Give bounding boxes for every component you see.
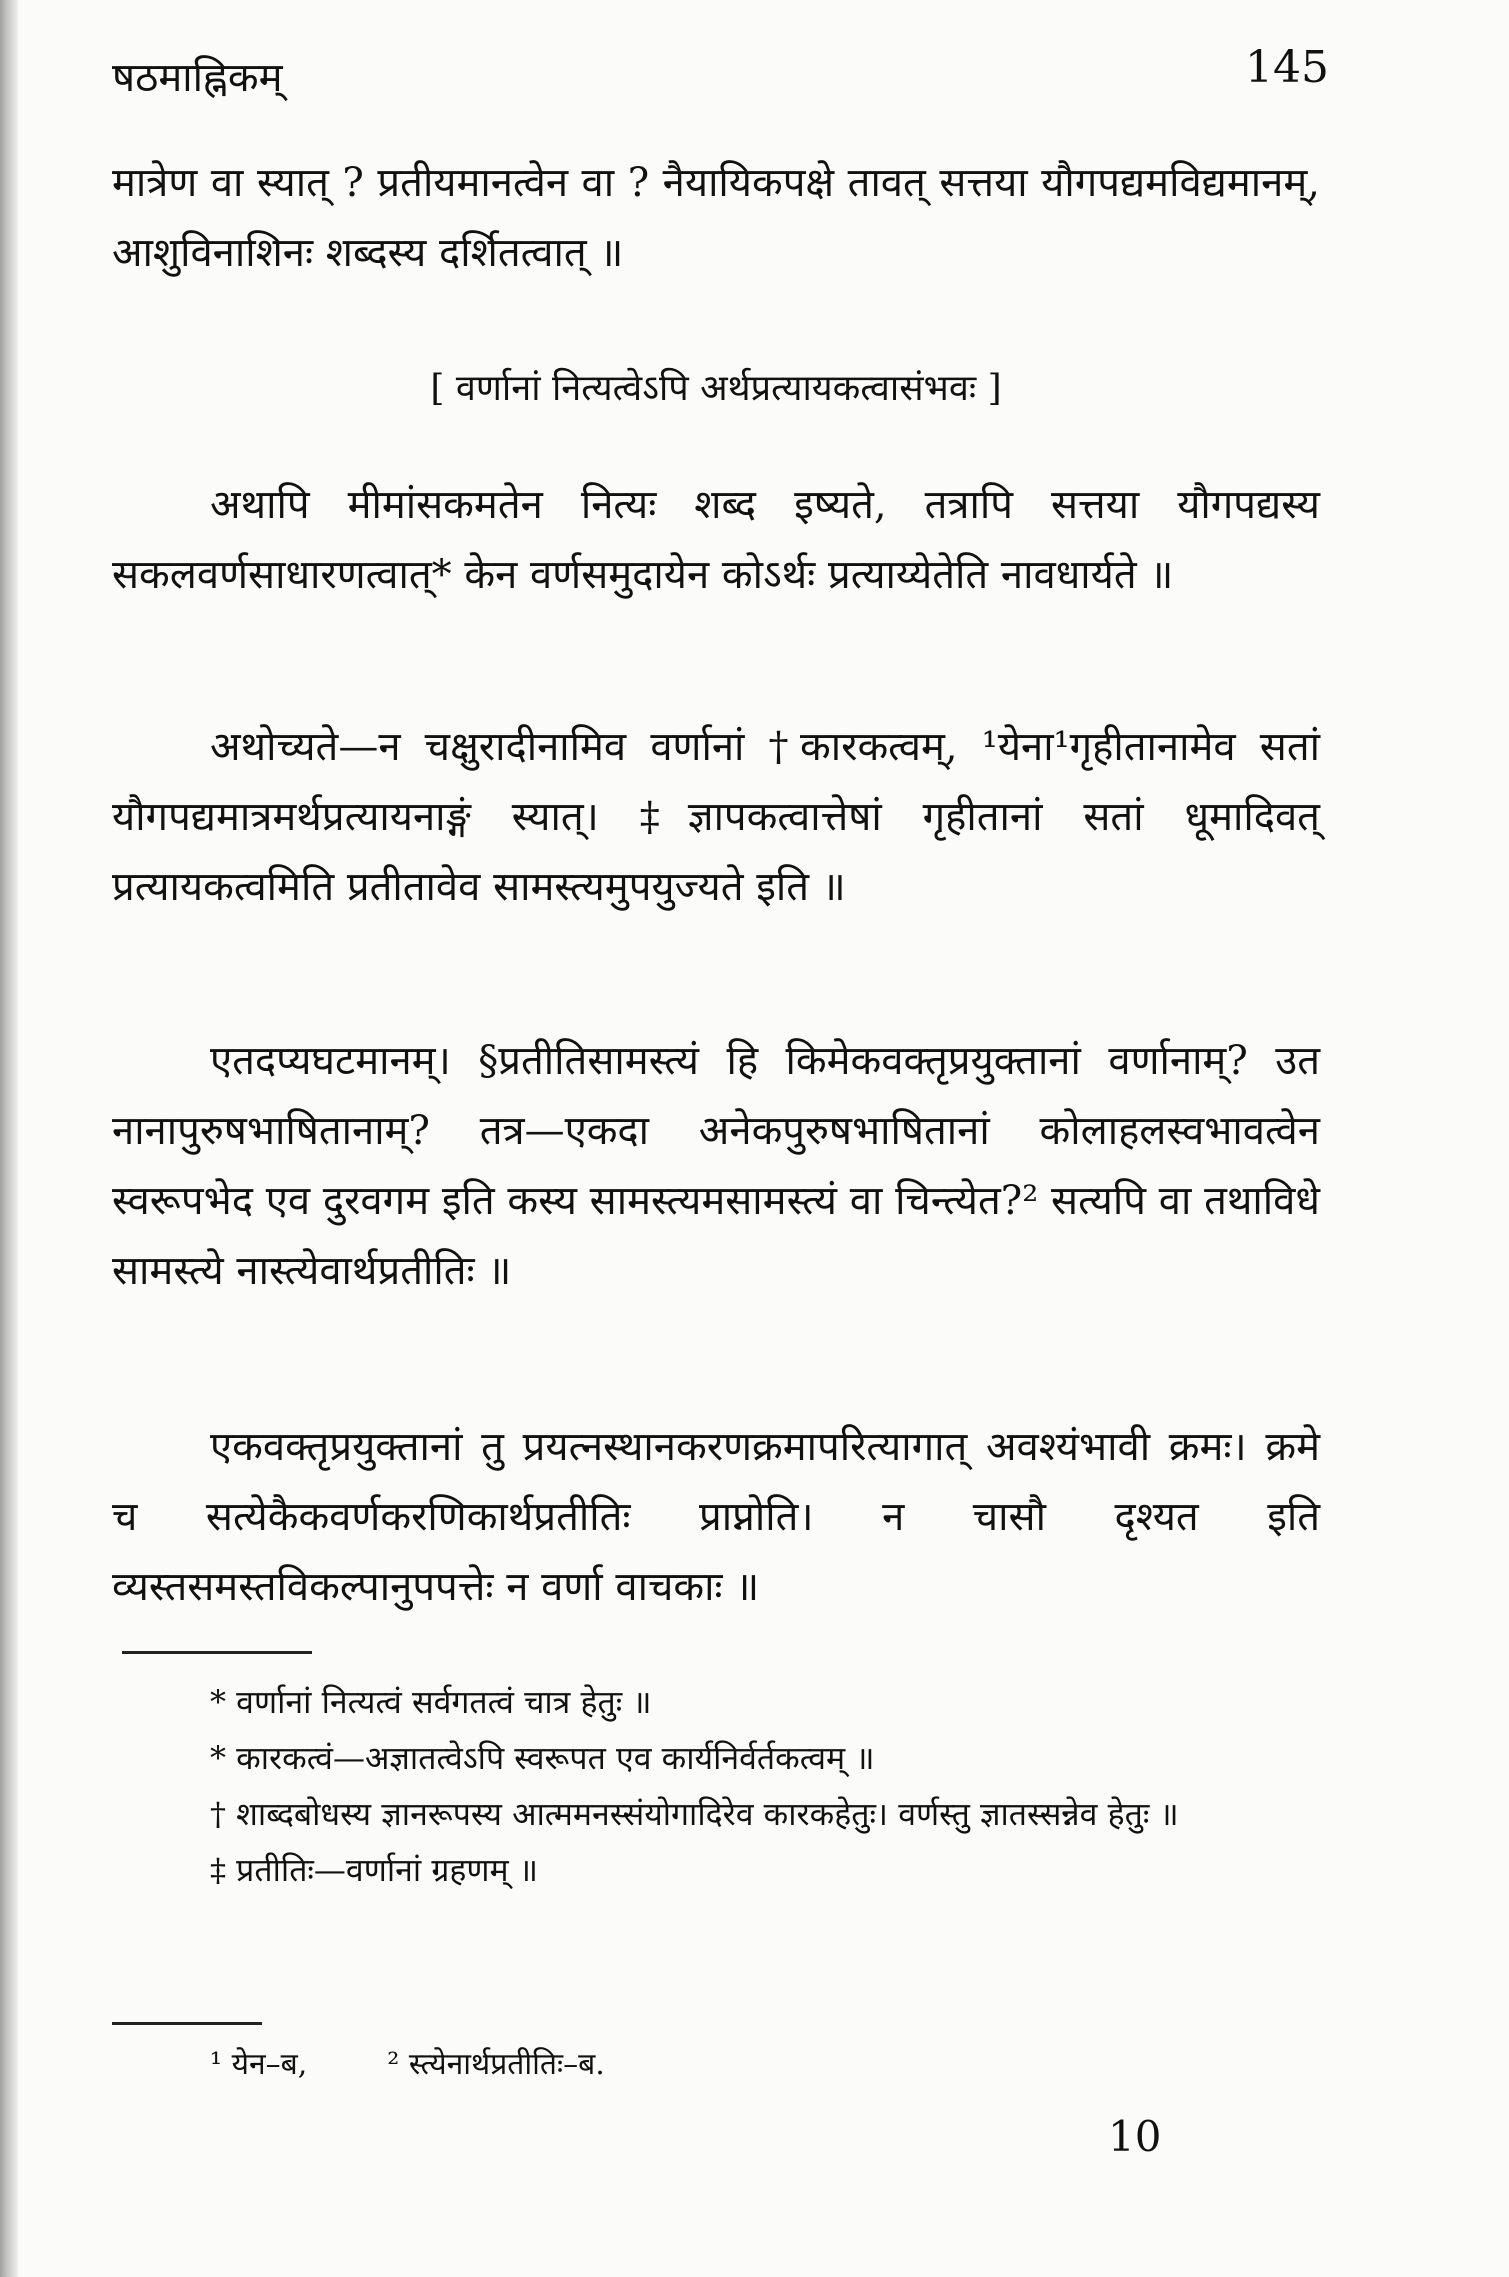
section-heading: [ वर्णानां नित्यत्वेऽपि अर्थप्रत्यायकत्वासंभवः ] <box>430 368 1002 409</box>
note: * वर्णानां नित्यत्वं सर्वगतत्वं चात्र हेतुः ॥ <box>210 1683 652 1721</box>
paragraph: एतदप्यघटमानम्। §प्रतीतिसामस्त्यं हि किमेकवक्तृप्रयुक्तानां वर्णानाम्? उत नानापुरुषभाषितानाम्? तत्र—एकदा अनेकपुरुषभाषितानां कोलाहलस्वभावत्वेन स्वरूपभेद एव दुरवगम इति कस्य सामस्त्यमसामस्त्यं वा चिन्त्येत?² सत्यपि वा तथाविधे सामस्त्ये नास्त्येवार्थप्रतीतिः ॥ <box>112 1038 1320 1294</box>
variant-footnotes <box>210 2040 605 2090</box>
paragraph: मात्रेण वा स्यात् ? प्रतीयमानत्वेन वा ? नैयायिकपक्षे तावत् सत्तया यौगपद्यमविद्यमानम्, आशुविनाशिनः शब्दस्य दर्शितत्वात् ॥ <box>112 160 1320 276</box>
paragraph-block <box>112 470 1320 610</box>
paragraph: अथापि मीमांसकमतेन नित्यः शब्द इष्यते, तत्रापि सत्तया यौगपद्यस्य सकलवर्णसाधारणत्वात्* केन वर्णसमुदायेन कोऽर्थः प्रत्याय्येतेति नावधार्यते ॥ <box>112 482 1320 598</box>
editorial-notes <box>112 1674 1320 1898</box>
note: † शाब्दबोधस्य ज्ञानरूपस्य आत्ममनस्संयोगादिरेव कारकहेतुः। वर्णस्तु ज्ञातस्सन्नेव हेतुः ॥ <box>210 1795 1179 1833</box>
running-title: षठमाह्निकम् <box>112 55 283 101</box>
notes-divider <box>122 1651 312 1654</box>
running-head <box>112 42 1329 108</box>
note: * कारकत्वं—अज्ञातत्वेऽपि स्वरूपत एव कार्यनिर्वर्तकत्वम् ॥ <box>210 1739 875 1777</box>
note: ‡ प्रतीतिः—वर्णानां ग्रहणम् ॥ <box>210 1851 538 1889</box>
paragraph: अथोच्यते—न चक्षुरादीनामिव वर्णानां †कारकत्वम्, ¹येना¹गृहीतानामेव सतां यौगपद्यमात्रमर्थप्रत्यायनाङ्गं स्यात्। ‡ज्ञापकत्वात्तेषां गृहीतानां सतां धूमादिवत् प्रत्यायकत्वमिति प्रतीतावेव सामस्त्यमुपयुज्यते इति ॥ <box>112 724 1320 910</box>
scan-edge <box>0 0 18 2277</box>
footnote-2: ² स्त्येनार्थप्रतीतिः–ब. <box>387 2047 605 2082</box>
paragraph: एकवक्तृप्रयुक्तानां तु प्रयत्नस्थानकरणक्रमापरित्यागात् अवश्यंभावी क्रमः। क्रमे च सत्येकैकवर्णकरणिकार्थप्रतीतिः प्राप्नोति। न चासौ दृश्यत इति व्यस्तसमस्तविकल्पानुपपत्तेः न वर्णा वाचकाः ॥ <box>112 1424 1320 1610</box>
paragraph-block <box>112 1026 1320 1306</box>
footnote-divider <box>112 2022 262 2025</box>
signature-mark: 10 <box>1108 2112 1162 2161</box>
paragraph-block <box>112 712 1320 922</box>
paragraph-block <box>112 1412 1320 1622</box>
page-number: 145 <box>1245 42 1329 93</box>
footnote-1: ¹ येन–ब, <box>210 2047 308 2082</box>
paragraph-continuation <box>112 148 1320 288</box>
